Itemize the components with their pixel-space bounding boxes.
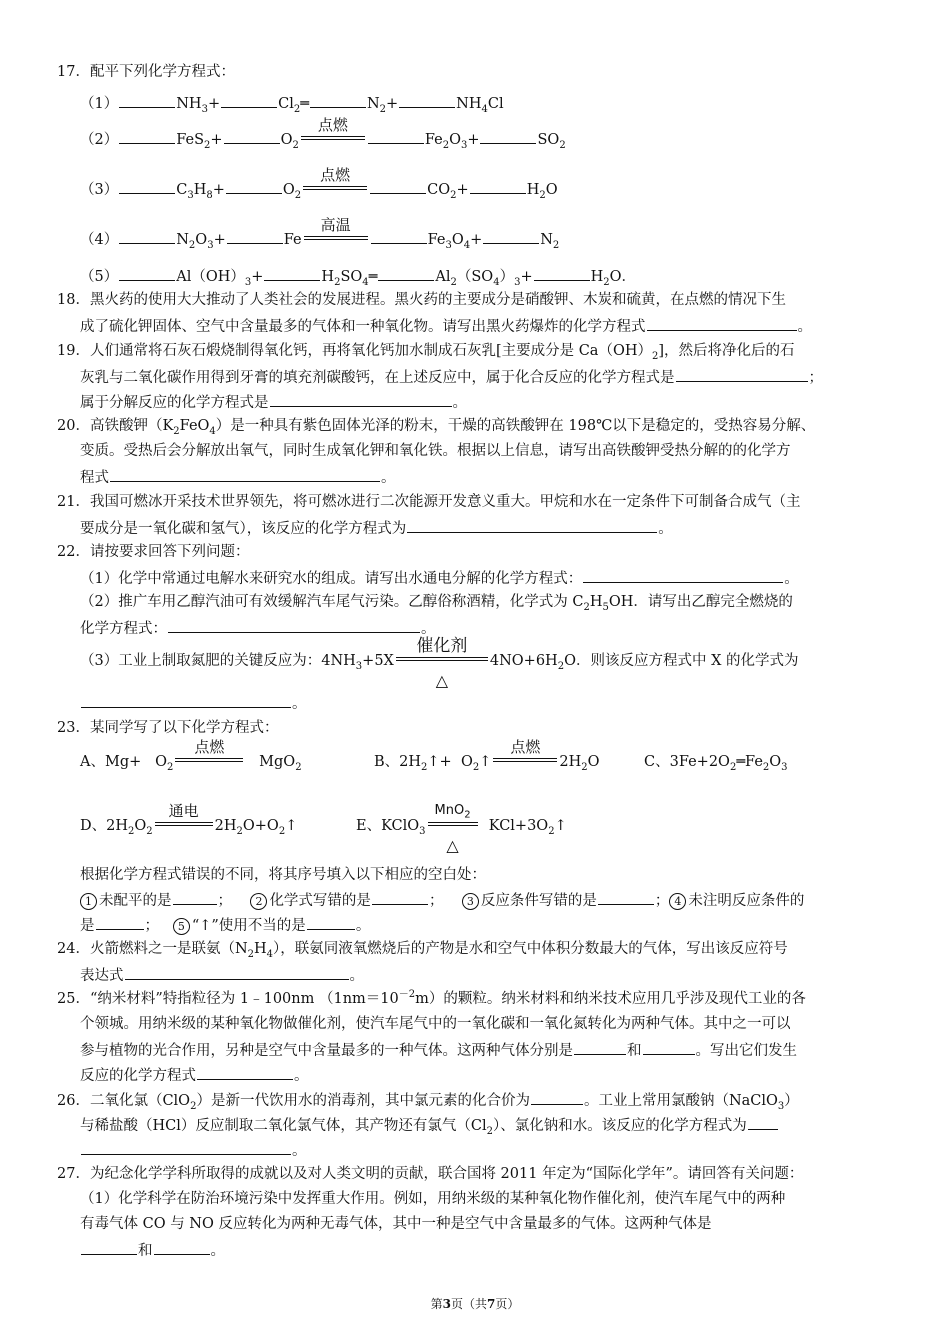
q27-line4: 和 。	[80, 1239, 225, 1261]
q20-line3: 程式 。	[80, 466, 396, 488]
answer-blank[interactable]	[574, 1039, 626, 1055]
q23-stem: 23．某同学写了以下化学方程式：	[57, 720, 279, 736]
q26-line2: 与稀盐酸（HCl）反应制取二氧化氯气体，其产物还有氯气$(Cl_2)$、氯化钠和水。该反应的化学方程式为	[80, 1114, 779, 1136]
answer-blank[interactable]	[154, 1239, 210, 1255]
answer-blank[interactable]	[81, 692, 291, 708]
reaction-condition: MnO$_2$ △	[428, 822, 478, 830]
answer-blank[interactable]	[168, 617, 420, 633]
answer-blank[interactable]	[470, 178, 526, 194]
reaction-condition: 通电	[155, 822, 213, 830]
answer-blank[interactable]	[221, 92, 277, 108]
q25-line1: 25．“纳米材料”特指粒径为 1﹣100nm $(1nm=10^{-2}m)$的颗粒。纳米材料和纳米技术应用几乎涉及现代工业的各	[57, 989, 806, 1007]
q22-part2-line2: 化学方程式： 。	[80, 617, 436, 639]
q23-answers-line2: 是 ； 5 “↑”使用不当的是 。	[80, 914, 370, 936]
answer-blank[interactable]	[125, 964, 349, 980]
q17-stem: 17．配平下列化学方程式：	[57, 64, 235, 80]
q17-eq4: （4） $N_2O_3+ Fe$ 高温 $Fe_3O_4+ N_2$	[80, 216, 560, 251]
q19-line1: 19．人们通常将石灰石煅烧制得氧化钙，再将氧化钙加水制成石灰乳[主要成分是 $Ca(OH)_2$]，然后将净化后的石	[57, 343, 795, 362]
q24-line1: 24．火箭燃料之一是联氨$(N_2H_4)$，联氨同液氧燃烧后的产物是水和空气中体积分数最大的气体，写出该反应符号	[57, 941, 788, 960]
answer-blank[interactable]	[173, 889, 217, 905]
answer-blank[interactable]	[226, 178, 282, 194]
answer-blank[interactable]	[119, 128, 175, 144]
q27-line3: 有毒气体 CO 与 NO 反应转化为两种无毒气体，其中一种是空气中含量最多的气体。这两种气体是	[80, 1216, 712, 1232]
q18-line1: 18．黑火药的使用大大推动了人类社会的发展进程。黑火药的主要成分是硝酸钾、木炭和硫黄，在点燃的情况下生	[57, 292, 786, 308]
q17-eq2: （2） $FeS_2+ O_2$ 点燃 $Fe_2O_3+ SO_2$	[80, 116, 566, 151]
answer-blank[interactable]	[224, 128, 280, 144]
q25-line4: 反应的化学方程式 。	[80, 1064, 309, 1086]
q22-part3: （3）工业上制取氮肥的关键反应为：$4NH_3+5X$ 催化剂 △ $4NO+6H_2O$．则该反应方程式中 X 的化学式为	[80, 636, 799, 690]
q17-eq1: （1） $NH_3+$ $Cl_2═$ $N_2+ NH_4Cl$	[80, 92, 504, 114]
answer-blank[interactable]	[647, 315, 797, 331]
answer-blank[interactable]	[307, 914, 355, 930]
answer-blank[interactable]	[119, 265, 175, 281]
answer-blank[interactable]	[96, 914, 144, 930]
q25-line3: 参与植物的光合作用，另种是空气中含量最多的一种气体。这两种气体分别是 和 。写出它们发生	[80, 1039, 797, 1061]
answer-blank[interactable]	[676, 366, 808, 382]
page-footer: 第3页（共7页）	[430, 1297, 520, 1311]
answer-blank[interactable]	[480, 128, 536, 144]
q17-eq5: （5） $Al(OH)_3+$ $H_2SO_4═$ $Al_2(SO_4)_3+ H_2O$．	[80, 265, 636, 287]
q21-line1: 21．我国可燃冰开采技术世界领先，将可燃冰进行二次能源开发意义重大。甲烷和水在一定条件下可制备合成气（主	[57, 494, 801, 510]
q20-line2: 变质。受热后会分解放出氧气，同时生成氧化钾和氧化铁。根据以上信息，请写出高铁酸钾受热分解的的化学方	[80, 443, 791, 459]
answer-blank[interactable]	[119, 92, 175, 108]
q27-line1: 27．为纪念化学学科所取得的成就以及对人类文明的贡献，联合国将 2011 年定为“国际化学年”。请回答有关问题：	[57, 1166, 804, 1182]
answer-blank[interactable]	[378, 265, 434, 281]
reaction-condition: 点燃	[303, 186, 367, 194]
q23-eq-d: D、$2H_2O_2$ 通电 $2H_2O+O_2↑$	[80, 802, 298, 837]
answer-blank[interactable]	[110, 466, 380, 482]
q26-line1: 26．二氧化氯（ClO$_2$）是新一代饮用水的消毒剂，其中氯元素的化合价为 。工业上常用氯酸钠（NaClO$_3$）	[57, 1089, 799, 1111]
q23-eq-c: C、$3Fe+2O_2═Fe_2O_3$	[644, 754, 788, 773]
answer-blank[interactable]	[598, 889, 654, 905]
answer-blank[interactable]	[81, 1139, 291, 1155]
answer-blank[interactable]	[270, 391, 452, 407]
q19-line2: 灰乳与二氧化碳作用得到牙膏的填充剂碳酸钙，在上述反应中，属于化合反应的化学方程式是 ；	[80, 366, 823, 388]
q24-line2: 表达式 。	[80, 964, 364, 986]
q17-eq3: （3） $C_3H_8+ O_2$ 点燃 $CO_2+ H_2O$	[80, 166, 558, 201]
q26-line3: 。	[80, 1139, 307, 1161]
q23-eq-b: B、$2H_2↑+$ $O_2↑$ 点燃 $2H_2O$	[374, 738, 600, 773]
answer-blank[interactable]	[483, 228, 539, 244]
q22-part2: （2）推广车用乙醇汽油可有效缓解汽车尾气污染。乙醇俗称酒精，化学式为 $C_2H_5OH$．请写出乙醇完全燃烧的	[80, 594, 793, 613]
reaction-condition: 高温	[304, 236, 368, 244]
answer-blank[interactable]	[748, 1114, 778, 1130]
answer-blank[interactable]	[264, 265, 320, 281]
answer-blank[interactable]	[372, 889, 428, 905]
answer-blank[interactable]	[534, 265, 590, 281]
reaction-condition: 催化剂 △	[396, 657, 488, 665]
q19-line3: 属于分解反应的化学方程式是 。	[80, 391, 467, 413]
q23-instruction: 根据化学方程式错误的不同，将其序号填入以下相应的空白处：	[80, 867, 486, 883]
q20-line1: 20．高铁酸钾$(K_2FeO_4)$是一种具有紫色固体光泽的粉末，干燥的高铁酸钾在 198℃以下是稳定的，受热容易分解、	[57, 418, 816, 437]
reaction-condition: 点燃	[493, 758, 557, 766]
answer-blank[interactable]	[531, 1089, 583, 1105]
answer-blank[interactable]	[583, 567, 783, 583]
answer-blank[interactable]	[310, 92, 366, 108]
answer-blank[interactable]	[371, 228, 427, 244]
answer-blank[interactable]	[643, 1039, 695, 1055]
q27-line2: （1）化学科学在防治环境污染中发挥重大作用。例如，用纳米级的某种氧化物作催化剂，使汽车尾气中的两种	[80, 1191, 786, 1207]
answer-blank[interactable]	[119, 228, 175, 244]
answer-blank[interactable]	[197, 1064, 293, 1080]
reaction-condition: 点燃	[175, 758, 243, 766]
q25-line2: 个领城。用纳米级的某种氧化物做催化剂，使汽车尾气中的一氧化碳和一氧化氮转化为两种气体。其中之一可以	[80, 1016, 791, 1032]
q21-line2: 要成分是一氧化碳和氢气），该反应的化学方程式为 。	[80, 517, 673, 539]
reaction-condition: 点燃	[301, 136, 365, 144]
answer-blank[interactable]	[399, 92, 455, 108]
answer-blank[interactable]	[81, 1239, 137, 1255]
q22-stem: 22．请按要求回答下列问题：	[57, 544, 250, 560]
answer-blank[interactable]	[407, 517, 657, 533]
q23-eq-a: A、Mg+ $O_2$ 点燃 MgO$_2$	[80, 738, 302, 773]
q22-part3-line2: 。	[80, 692, 307, 714]
answer-blank[interactable]	[119, 178, 175, 194]
answer-blank[interactable]	[227, 228, 283, 244]
q23-answers-line1: 1 未配平的是 ； 2 化学式写错的是 ； 3 反应条件写错的是 ； 4 未注明反应条件的	[80, 889, 804, 911]
q22-part1: （1）化学中常通过电解水来研究水的组成。请写出水通电分解的化学方程式： 。	[80, 567, 799, 589]
answer-blank[interactable]	[370, 178, 426, 194]
answer-blank[interactable]	[368, 128, 424, 144]
q23-eq-e: E、KClO$_3$ MnO$_2$ △ $KCl+3O_2↑$	[356, 803, 567, 855]
q18-line2: 成了硫化钾固体、空气中含量最多的气体和一种氧化物。请写出黑火药爆炸的化学方程式 。	[80, 315, 812, 337]
